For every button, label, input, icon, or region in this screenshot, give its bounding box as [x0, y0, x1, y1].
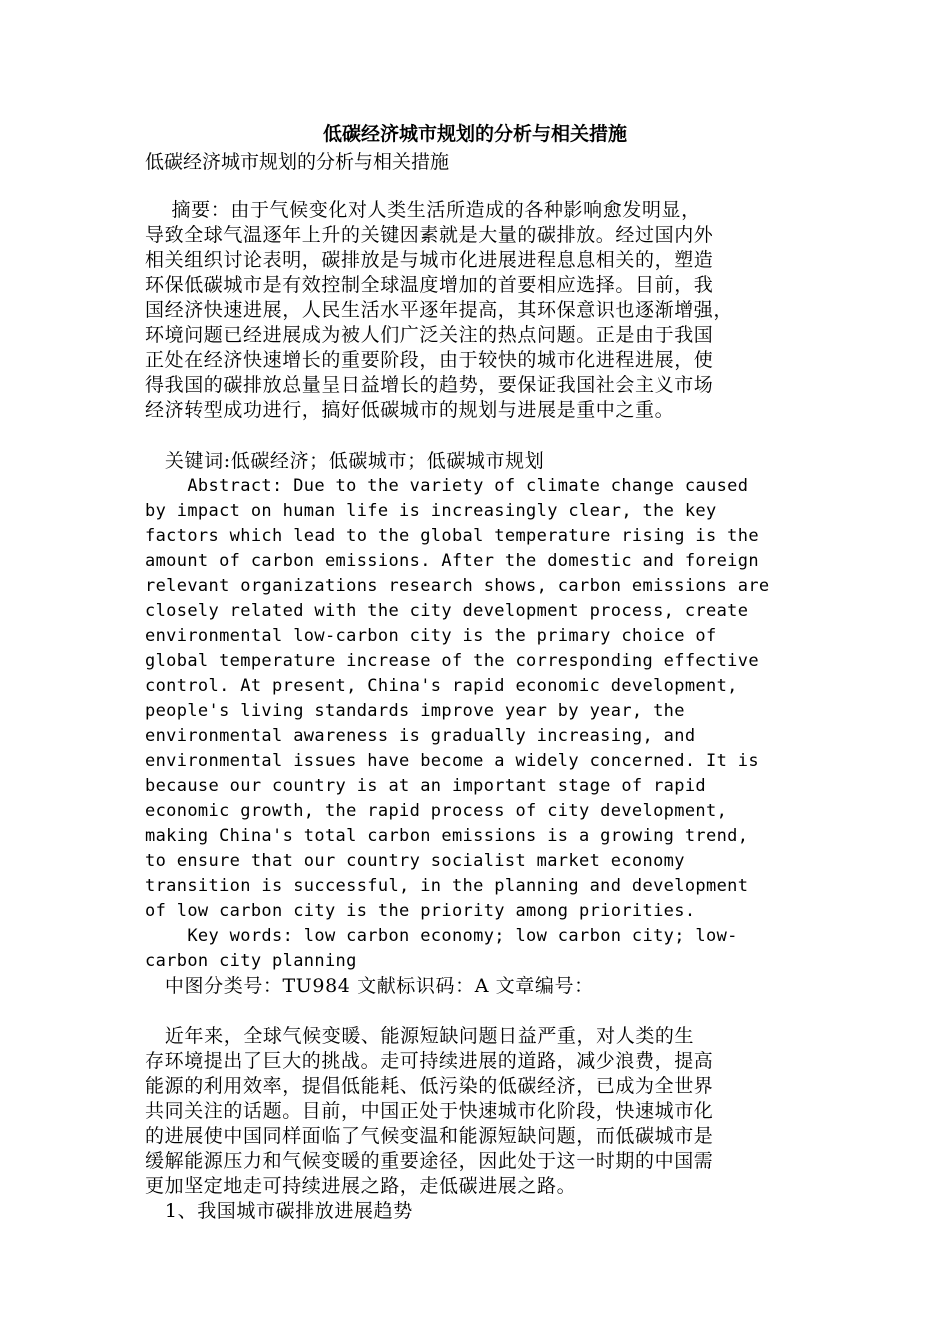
abstract-cn-line: 国经济快速进展，人民生活水平逐年提高，其环保意识也逐渐增强，	[145, 299, 734, 321]
abstract-en-line: making China's total carbon emissions is a growing trend,	[145, 826, 749, 846]
abstract-cn-line: 摘要：由于气候变化对人类生活所造成的各种影响愈发明显，	[145, 199, 701, 221]
abstract-en-line: environmental issues have become a widely concerned. It is	[145, 751, 759, 771]
abstract-en-line: global temperature increase of the corresponding effective	[145, 651, 759, 671]
abstract-en-line: environmental awareness is gradually increasing, and	[145, 726, 696, 746]
abstract-en-line: by impact on human life is increasingly clear, the key	[145, 501, 717, 521]
abstract-en-line: because our country is at an important stage of rapid	[145, 776, 706, 796]
abstract-cn-line: 相关组织讨论表明，碳排放是与城市化进展进程息息相关的，塑造	[145, 249, 714, 271]
abstract-cn-line: 环境问题已经进展成为被人们广泛关注的热点问题。正是由于我国	[145, 324, 714, 346]
abstract-en-line: people's living standards improve year by year, the	[145, 701, 685, 721]
keywords-en-line: Key words: low carbon economy; low carbon city; low-	[145, 926, 738, 946]
body-line: 存环境提出了巨大的挑战。走可持续进展的道路，减少浪费，提高	[145, 1050, 714, 1072]
body-line: 缓解能源压力和气候变暖的重要途径，因此处于这一时期的中国需	[145, 1150, 714, 1172]
abstract-cn-line: 经济转型成功进行，搞好低碳城市的规划与进展是重中之重。	[145, 399, 675, 421]
body-line: 共同关注的话题。目前，中国正处于快速城市化阶段，快速城市化	[145, 1100, 714, 1122]
abstract-en-line: factors which lead to the global temperature rising is the	[145, 526, 759, 546]
abstract-en-line: to ensure that our country socialist market economy	[145, 851, 685, 871]
abstract-en-line: economic growth, the rapid process of city development,	[145, 801, 728, 821]
body-line: 能源的利用效率，提倡低能耗、低污染的低碳经济，已成为全世界	[145, 1075, 714, 1097]
abstract-en-line: relevant organizations research shows, carbon emissions are	[145, 576, 770, 596]
body-line: 的进展使中国同样面临了气候变温和能源短缺问题，而低碳城市是	[145, 1125, 714, 1147]
abstract-cn-line: 得我国的碳排放总量呈日益增长的趋势，要保证我国社会主义市场	[145, 374, 714, 396]
body-line: 更加坚定地走可持续进展之路，走低碳进展之路。	[145, 1175, 577, 1197]
abstract-cn-line: 环保低碳城市是有效控制全球温度增加的首要相应选择。目前，我	[145, 274, 714, 296]
abstract-en-line: transition is successful, in the planning and development	[145, 876, 749, 896]
keywords-cn: 关键词:低碳经济；低碳城市；低碳城市规划	[145, 450, 545, 472]
document-subtitle: 低碳经济城市规划的分析与相关措施	[145, 151, 450, 173]
abstract-en-line: control. At present, China's rapid economic development,	[145, 676, 738, 696]
abstract-cn-line: 导致全球气温逐年上升的关键因素就是大量的碳排放。经过国内外	[145, 224, 714, 246]
section-heading: 1、我国城市碳排放进展趋势	[145, 1200, 413, 1222]
abstract-en-line: environmental low-carbon city is the primary choice of	[145, 626, 717, 646]
body-line: 近年来，全球气候变暖、能源短缺问题日益严重，对人类的生	[145, 1025, 695, 1047]
abstract-en-line: Abstract: Due to the variety of climate change caused	[145, 476, 749, 496]
abstract-en-line: closely related with the city development process, create	[145, 601, 749, 621]
abstract-en-line: of low carbon city is the priority among priorities.	[145, 901, 696, 921]
abstract-en-line: amount of carbon emissions. After the domestic and foreign	[145, 551, 759, 571]
document-title: 低碳经济城市规划的分析与相关措施	[322, 123, 627, 145]
classification-line: 中图分类号：TU984 文献标识码：A 文章编号：	[145, 975, 594, 997]
keywords-en-line: carbon city planning	[145, 951, 357, 971]
abstract-cn-line: 正处在经济快速增长的重要阶段，由于较快的城市化进程进展，使	[145, 349, 714, 371]
